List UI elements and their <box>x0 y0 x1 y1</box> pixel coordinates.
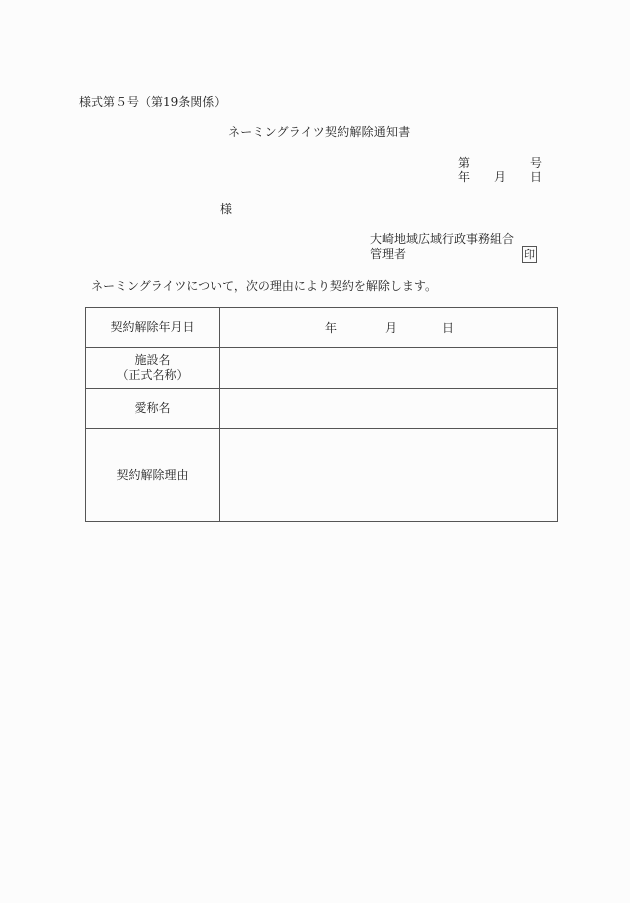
label-facility-name-line2: （正式名称） <box>116 368 189 382</box>
label-facility-name <box>86 348 220 389</box>
table-row <box>86 389 558 429</box>
label-cancellation-date: 契約解除年月日 <box>86 308 220 348</box>
seal-stamp: 印 <box>524 248 535 261</box>
form-number: 様式第５号（第19条関係） <box>79 95 227 109</box>
body-text: ネーミングライツについて，次の理由により契約を解除します。 <box>91 279 437 293</box>
date-year: 年 <box>458 170 471 184</box>
cancellation-table <box>85 307 558 522</box>
table-row <box>86 308 558 348</box>
sender-organization: 大崎地域広域行政事務組合 <box>370 232 515 246</box>
date-day: 日 <box>530 170 543 184</box>
value-nickname[interactable] <box>220 389 558 429</box>
document-title: ネーミングライツ契約解除通知書 <box>228 125 411 139</box>
cell-day: 日 <box>442 321 455 335</box>
number-prefix: 第 <box>458 156 471 170</box>
label-nickname: 愛称名 <box>86 389 220 429</box>
value-cancellation-reason[interactable] <box>220 429 558 522</box>
value-cancellation-date[interactable] <box>220 308 558 348</box>
label-facility-name-line1: 施設名 <box>134 353 171 367</box>
table-row <box>86 348 558 389</box>
sender-title: 管理者 <box>370 247 407 261</box>
value-facility-name[interactable] <box>220 348 558 389</box>
number-suffix: 号 <box>530 156 543 170</box>
date-month: 月 <box>494 170 507 184</box>
addressee: 様 <box>220 202 233 216</box>
label-cancellation-reason: 契約解除理由 <box>86 429 220 522</box>
cell-year: 年 <box>325 321 338 335</box>
cell-month: 月 <box>385 321 398 335</box>
table-row <box>86 429 558 522</box>
